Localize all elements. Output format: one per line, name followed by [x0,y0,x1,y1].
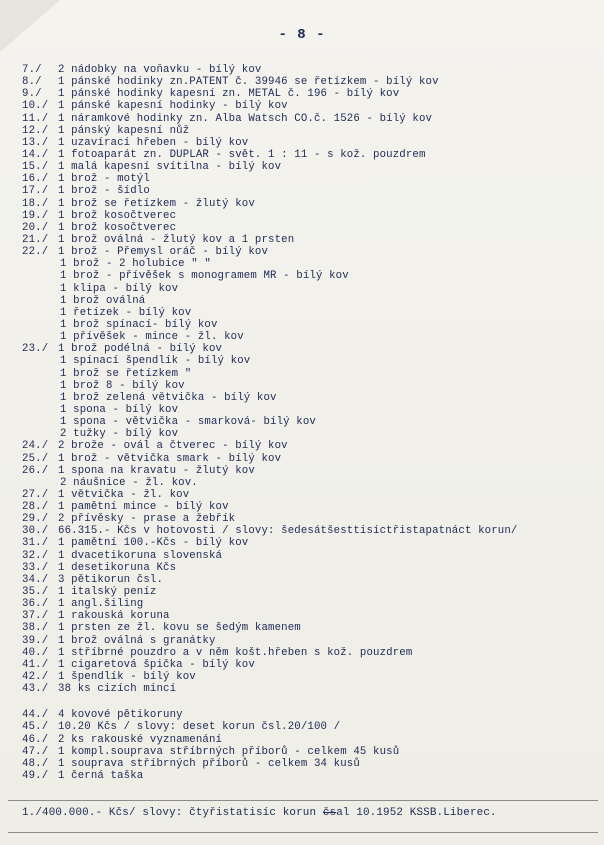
list-item [0,149,604,161]
list-item [0,113,604,125]
item-number: 19./ [22,209,49,222]
item-number: 48./ [22,757,49,770]
item-text: 66.315.- Kčs v hotovosti / slovy: šedesátšesttisíctřistapatnáct korun/ [58,525,518,538]
list-item [0,501,604,513]
item-text: 1 brož zelená větvička - bílý kov [60,391,277,404]
item-number: 11./ [22,112,49,125]
item-number: 36./ [22,598,49,611]
item-text: 1 malá kapesní svítilna - bílý kov [58,161,282,174]
item-text: 1 brož se řetízkem - žlutý kov [58,197,255,210]
item-text: 1 černá taška [58,770,144,783]
list-item [0,319,604,331]
item-text: 1 italský peníz [58,586,157,599]
item-number: 49./ [22,770,49,783]
item-text: 1 klipa - bílý kov [60,282,179,295]
item-number: 9./ [22,88,42,101]
item-text: 1 dvacetikoruna slovenská [58,549,223,562]
list-item [0,770,604,782]
item-number: 44./ [22,709,49,722]
list-item [0,453,604,465]
list-item [0,210,604,222]
item-number: 16./ [22,173,49,186]
item-number: 28./ [22,501,49,514]
list-item [0,734,604,746]
item-number: 26./ [22,464,49,477]
item-text: 1 pamětní mince - bílý kov [58,501,229,514]
list-item [0,746,604,758]
item-number: 33./ [22,561,49,574]
list-item [0,513,604,525]
list-item [0,428,604,440]
item-number: 22./ [22,246,49,259]
item-number: 15./ [22,161,49,174]
list-item [0,368,604,380]
item-number: 29./ [22,513,49,526]
list-item [0,64,604,76]
list-item [0,173,604,185]
item-text: 1 brož - větvička smark - bílý kov [58,452,282,465]
item-text: 1 brož spínací- bílý kov [60,318,218,331]
list-item [0,88,604,100]
item-text: 1 spínací špendlík - bílý kov [60,355,251,368]
list-item [0,185,604,197]
item-number: 12./ [22,124,49,137]
item-text: 1 pánské hodinky zn.PATENT č. 39946 se řetízkem - bílý kov [58,76,439,89]
item-text: 2 náušnice - žl. kov. [60,476,198,489]
item-text: 3 pětikorun čsl. [58,573,164,586]
list-item [0,331,604,343]
item-text: 1 pamětní 100.-Kčs - bílý kov [58,537,249,550]
item-text: 2 brože - ovál a čtverec - bílý kov [58,440,288,453]
item-text: 1 brož kosočtverec [58,209,177,222]
item-text: 2 nádobky na voňavku - bílý kov [58,64,262,76]
item-text: 1 brož - šídlo [58,185,150,198]
item-text: 4 kovové pětikoruny [58,709,183,722]
item-text: 1 pánské hodinky kapesní zn. METAL č. 196 - bílý kov [58,88,400,101]
list-item [0,574,604,586]
item-text: 1 brož kosočtverec [58,221,177,234]
list-item [0,550,604,562]
list-item [0,416,604,428]
list-item [0,683,604,695]
list-item [0,635,604,647]
item-number: 8./ [22,76,42,89]
list-item [0,222,604,234]
item-text: 1 desetikoruna Kčs [58,561,177,574]
item-text: 1 brož se řetízkem " [60,367,192,380]
item-text: 1 přívěšek - mince - žl. kov [60,331,244,344]
item-number: 37./ [22,610,49,623]
item-text: 1 rakouská koruna [58,610,170,623]
list-item [0,525,604,537]
item-number: 30./ [22,525,49,538]
list-item [0,283,604,295]
item-number: 46./ [22,733,49,746]
item-text: 1 spona na kravatu - žlutý kov [58,464,255,477]
list-item [0,137,604,149]
list-item [0,355,604,367]
folded-corner [0,0,60,52]
list-item [0,758,604,770]
item-number: 35./ [22,586,49,599]
list-item [0,100,604,112]
list-item [0,622,604,634]
page-number: - 8 - [278,27,326,43]
item-text: 1 řetízek - bílý kov [60,306,192,319]
total-line [22,806,497,820]
item-text: 1 brož 8 - bílý kov [60,379,185,392]
list-item [0,659,604,671]
item-text: 1 cigaretová špička - bílý kov [58,658,255,671]
list-item [0,709,604,721]
item-text: 1 uzavírací hřeben - bílý kov [58,136,249,149]
list-item [0,343,604,355]
item-number: 14./ [22,148,49,161]
item-number: 21./ [22,233,49,246]
list-item [0,586,604,598]
item-text: 1 brož podélná - bílý kov [58,343,223,356]
item-text: 1 pánský kapesní nůž [58,124,190,137]
item-number: 32./ [22,549,49,562]
item-number: 47./ [22,745,49,758]
list-item [0,598,604,610]
list-item [0,562,604,574]
list-item [0,404,604,416]
list-item [0,610,604,622]
item-text: 1 spona - větvička - smarková- bílý kov [60,416,316,429]
item-number: 18./ [22,197,49,210]
list-item [0,392,604,404]
list-item [0,161,604,173]
list-item [0,246,604,258]
item-text: 1 náramkové hodinky zn. Alba Watsch CO.č. 1526 - bílý kov [58,112,433,125]
item-number: 10./ [22,100,49,113]
item-text: 1 brož - 2 holubice " " [60,258,211,271]
item-text: 1 brož - motýl [58,173,150,186]
item-text: 10.20 Kčs / slovy: deset korun čsl.20/100 / [58,721,341,734]
item-number: 39./ [22,634,49,647]
item-text: 2 přívěsky - prase a žebřík [58,513,236,526]
item-number: 24./ [22,440,49,453]
total-tail-text: al 10.1952 KSSB.Liberec. [336,807,497,819]
item-number: 42./ [22,671,49,684]
item-text: 1 stříbrné pouzdro a v něm košt.hřeben s kož. pouzdrem [58,646,413,659]
item-number: 17./ [22,185,49,198]
item-text: 38 ks cizích mincí [58,683,177,696]
item-text: 1 brož oválná [60,294,146,307]
item-number: 13./ [22,136,49,149]
list-item [0,671,604,683]
item-number: 43./ [22,683,49,696]
item-text: 2 tužky - bílý kov [60,428,179,441]
item-number: 31./ [22,537,49,550]
list-item [0,721,604,733]
total-struck-text: čs [322,807,337,819]
item-number: 34./ [22,573,49,586]
list-item [0,234,604,246]
item-text: 1 angl.šiling [58,598,144,611]
item-text: 2 ks rakouské vyznamenání [58,733,223,746]
item-number: 23./ [22,343,49,356]
item-text: 1 brož oválná s granátky [58,634,216,647]
item-number: 25./ [22,452,49,465]
list-item [0,477,604,489]
list-item [0,270,604,282]
list-item [0,440,604,452]
item-number: 7./ [22,64,42,76]
item-text: 1 brož oválná - žlutý kov a 1 prsten [58,233,295,246]
total-text: 1./400.000.- Kčs/ slovy: čtyřistatisíc korun [22,807,323,819]
list-item [0,76,604,88]
item-text: 1 souprava stříbrných příborů - celkem 34 kusů [58,757,360,770]
inventory-list [0,64,604,782]
item-text: 1 brož - přívěšek s monogramem MR - bílý kov [60,270,349,283]
item-text: 1 fotoaparát zn. DUPLAR - svět. 1 : 11 - s kož. pouzdrem [58,148,426,161]
item-text: 1 pánské kapesní hodinky - bílý kov [58,100,288,113]
item-number: 41./ [22,658,49,671]
item-number: 40./ [22,646,49,659]
item-text: 1 prsten ze žl. kovu se šedým kamenem [58,622,301,635]
item-text: 1 větvička - žl. kov [58,488,190,501]
list-item [0,489,604,501]
list-item [0,380,604,392]
item-number: 20./ [22,221,49,234]
separator-line [8,800,598,801]
item-text: 1 spona - bílý kov [60,403,179,416]
list-item [0,537,604,549]
list-item [0,198,604,210]
item-number: 27./ [22,488,49,501]
item-number: 38./ [22,622,49,635]
bottom-line [8,832,598,833]
item-number: 45./ [22,721,49,734]
item-text: 1 kompl.souprava stříbrných příborů - celkem 45 kusů [58,745,400,758]
list-item [0,465,604,477]
list-item [0,307,604,319]
item-text: 1 špendlík - bílý kov [58,671,196,684]
item-text: 1 brož - Přemysl oráč - bílý kov [58,246,269,259]
list-item [0,258,604,270]
list-item [0,295,604,307]
list-item [0,647,604,659]
list-item [0,125,604,137]
